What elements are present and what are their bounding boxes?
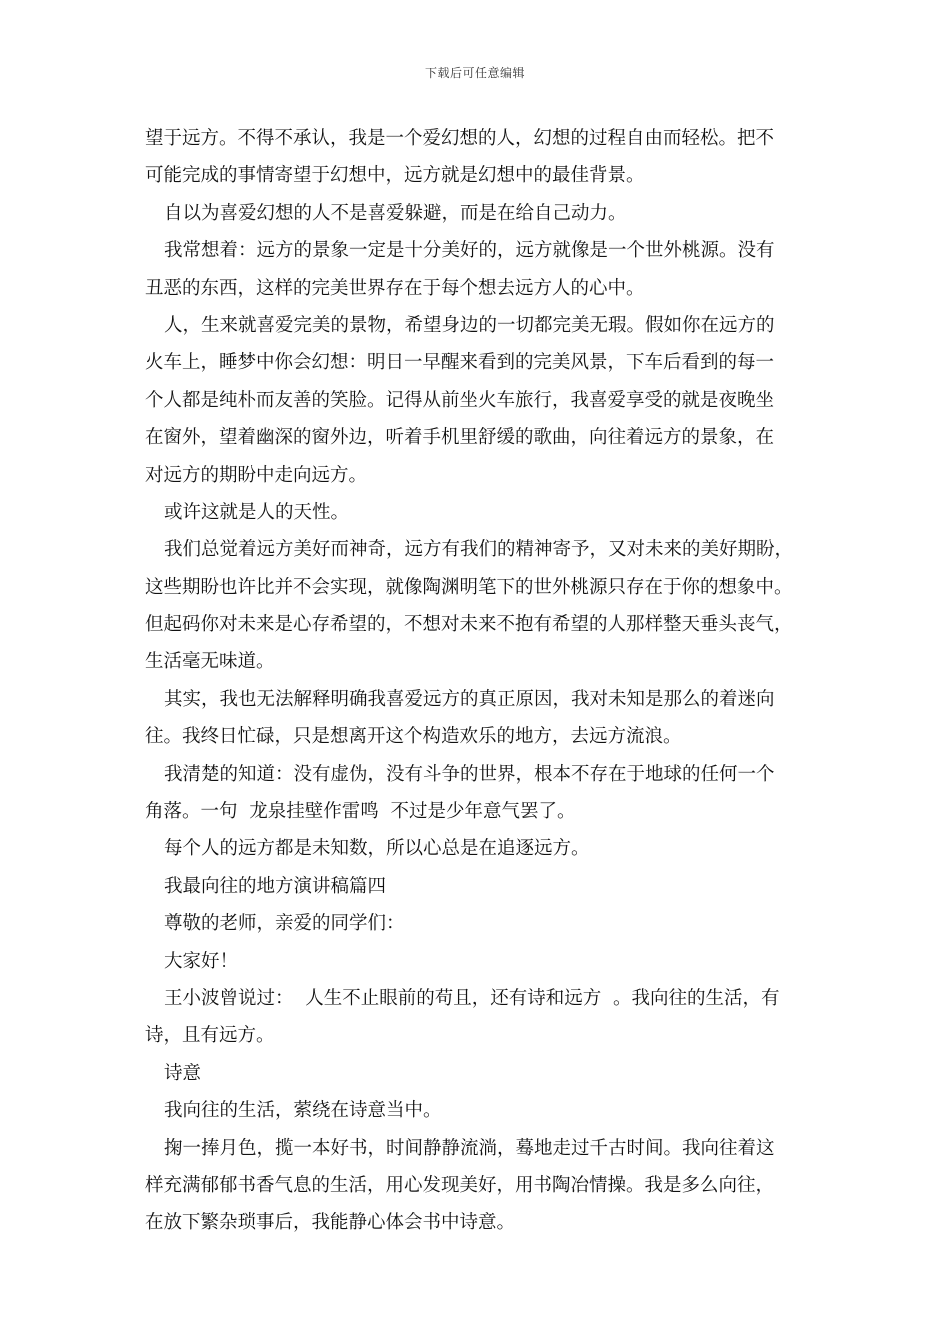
text-line: 我们总觉着远方美好而神奇，远方有我们的精神寄予，又对未来的美好期盼，	[164, 539, 794, 561]
text-line: 其实，我也无法解释明确我喜爱远方的真正原因，我对未知是那么的着迷向	[164, 688, 775, 710]
text-line: 丑恶的东西，这样的完美世界存在于每个想去远方人的心中。	[145, 277, 645, 299]
text-line: 我常想着：远方的景象一定是十分美好的，远方就像是一个世外桃源。没有	[164, 240, 775, 262]
text-line: 或许这就是人的天性。	[164, 501, 350, 523]
text-line: 我向往的生活，萦绕在诗意当中。	[164, 1100, 442, 1122]
text-line: 自以为喜爱幻想的人不是喜爱躲避，而是在给自己动力。	[164, 202, 627, 224]
text-line: 掬一捧月色，揽一本好书，时间静静流淌，蓦地走过千古时间。我向往着这	[164, 1137, 775, 1159]
text-line: 望于远方。不得不承认，我是一个爱幻想的人，幻想的过程自由而轻松。把不	[145, 128, 775, 149]
text-line: 诗，且有远方。	[145, 1025, 275, 1047]
text-line: 角落。一句 龙泉挂壁作雷鸣 不过是少年意气罢了。	[145, 801, 576, 823]
text-line: 诗意	[164, 1062, 202, 1084]
text-line: 这些期盼也许比并不会实现，就像陶渊明笔下的世外桃源只存在于你的想象中。	[145, 576, 793, 598]
text-line: 但起码你对未来是心存希望的，不想对未来不抱有希望的人那样整天垂头丧气，	[145, 614, 793, 636]
page-header: 下载后可任意编辑	[424, 66, 525, 80]
document-body	[145, 120, 810, 1242]
text-line: 人，生来就喜爱完美的景物，希望身边的一切都完美无瑕。假如你在远方的	[164, 314, 775, 336]
text-line: 每个人的远方都是未知数，所以心总是在追逐远方。	[164, 838, 590, 860]
text-line: 在窗外，望着幽深的窗外边，听着手机里舒缓的歌曲，向往着远方的景象，在	[145, 427, 775, 449]
text-line: 样充满郁郁书香气息的生活，用心发现美好，用书陶冶情操。我是多么向往，	[145, 1174, 775, 1196]
text-line: 尊敬的老师，亲爱的同学们：	[164, 913, 405, 935]
text-line: 在放下繁杂琐事后，我能静心体会书中诗意。	[145, 1212, 516, 1234]
text-line: 大家好！	[164, 950, 239, 972]
text-line: 我最向往的地方演讲稿篇四	[164, 875, 387, 897]
text-line: 往。我终日忙碌，只是想离开这个构造欢乐的地方，去远方流浪。	[145, 726, 682, 748]
text-line: 火车上，睡梦中你会幻想：明日一早醒来看到的完美风景，下车后看到的每一	[145, 352, 775, 374]
text-line: 我清楚的知道：没有虚伪，没有斗争的世界，根本不存在于地球的任何一个	[164, 763, 775, 785]
text-line: 个人都是纯朴而友善的笑脸。记得从前坐火车旅行，我喜爱享受的就是夜晚坐	[145, 389, 775, 411]
text-line: 对远方的期盼中走向远方。	[145, 464, 368, 486]
text-line: 王小波曾说过： 人生不止眼前的苟且，还有诗和远方 。我向往的生活，有	[164, 987, 780, 1009]
text-line: 生活毫无味道。	[145, 651, 275, 673]
text-line: 可能完成的事情寄望于幻想中，远方就是幻想中的最佳背景。	[145, 165, 645, 187]
